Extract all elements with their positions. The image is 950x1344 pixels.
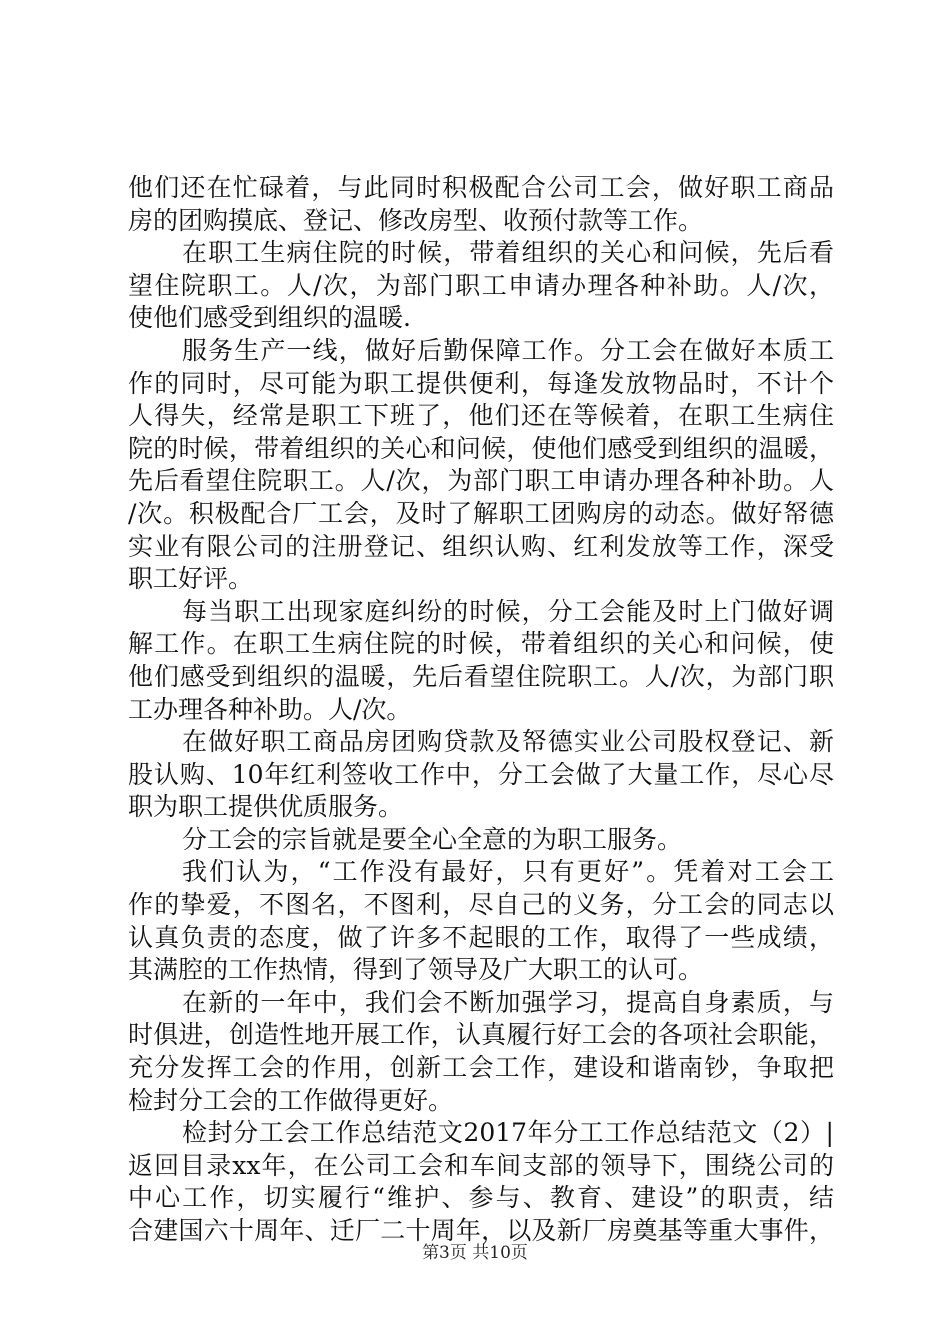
text-line: 解工作。在职工生病住院的时候，带着组织的关心和问候，使	[128, 629, 834, 659]
text-line: 认真负责的态度，做了许多不起眼的工作，取得了一些成绩，	[128, 922, 834, 952]
text-line: 房的团购摸底、登记、修改房型、收预付款等工作。	[128, 205, 704, 235]
text-line: 工办理各种补助。人/次。	[128, 694, 412, 724]
text-line: 作的挚爱，不图名，不图利，尽自己的义务，分工会的同志以	[128, 890, 834, 920]
text-line: 望住院职工。人/次，为部门职工申请办理各种补助。人/次，	[128, 270, 834, 300]
text-line: 他们感受到组织的温暖，先后看望住院职工。人/次，为部门职	[128, 661, 834, 691]
text-line: 在做好职工商品房团购贷款及帑德实业公司股权登记、新	[182, 727, 834, 757]
text-line: 在职工生病住院的时候，带着组织的关心和问候，先后看	[182, 238, 834, 268]
text-line: 在新的一年中，我们会不断加强学习，提高自身素质，与	[182, 987, 834, 1017]
text-line: 职工好评。	[128, 564, 254, 594]
text-line: 其满腔的工作热情，得到了领导及广大职工的认可。	[128, 955, 704, 985]
text-line: 合建国六十周年、迁厂二十周年，以及新厂房奠基等重大事件，	[128, 1216, 834, 1245]
text-line: 股认购、10年红利签收工作中，分工会做了大量工作，尽心尽	[128, 759, 834, 789]
text-line: 院的时候，带着组织的关心和问候，使他们感受到组织的温暖，	[128, 433, 834, 463]
text-line: 分工会的宗旨就是要全心全意的为职工服务。	[182, 824, 683, 854]
text-line: 使他们感受到组织的温暖.	[128, 303, 411, 333]
text-line: 我们认为，“工作没有最好，只有更好”。凭着对工会工	[182, 857, 834, 887]
document-body	[128, 172, 834, 1248]
text-line: 人得失，经常是职工下班了，他们还在等候着，在职工生病住	[128, 401, 834, 431]
text-line: 返回目录xx年，在公司工会和车间支部的领导下，围绕公司的	[128, 1150, 834, 1180]
text-line: 时俱进，创造性地开展工作，认真履行好工会的各项社会职能，	[128, 1020, 834, 1050]
text-line: 检封分工会的工作做得更好。	[128, 1085, 454, 1115]
text-line: 充分发挥工会的作用，创新工会工作，建设和谐南钞，争取把	[128, 1053, 834, 1083]
text-line: 他们还在忙碌着，与此同时积极配合公司工会，做好职工商品	[128, 173, 834, 202]
page-footer	[0, 1242, 950, 1264]
text-line: 每当职工出现家庭纠纷的时候，分工会能及时上门做好调	[182, 596, 834, 626]
text-line: /次。积极配合厂工会，及时了解职工团购房的动态。做好帑德	[128, 498, 834, 528]
text-line: 实业有限公司的注册登记、组织认购、红利发放等工作，深受	[128, 531, 834, 561]
text-line: 检封分工会工作总结范文2017年分工工作总结范文（2）|	[182, 1118, 834, 1148]
text-line: 作的同时，尽可能为职工提供便利，每逢发放物品时，不计个	[128, 368, 834, 398]
text-line: 中心工作，切实履行“维护、参与、教育、建设”的职责，结	[128, 1183, 834, 1213]
page-number: 第3页 共10页	[422, 1243, 528, 1263]
text-line: 职为职工提供优质服务。	[128, 792, 404, 822]
text-line: 先后看望住院职工。人/次，为部门职工申请办理各种补助。人	[128, 466, 834, 496]
text-line: 服务生产一线，做好后勤保障工作。分工会在做好本质工	[182, 335, 834, 365]
